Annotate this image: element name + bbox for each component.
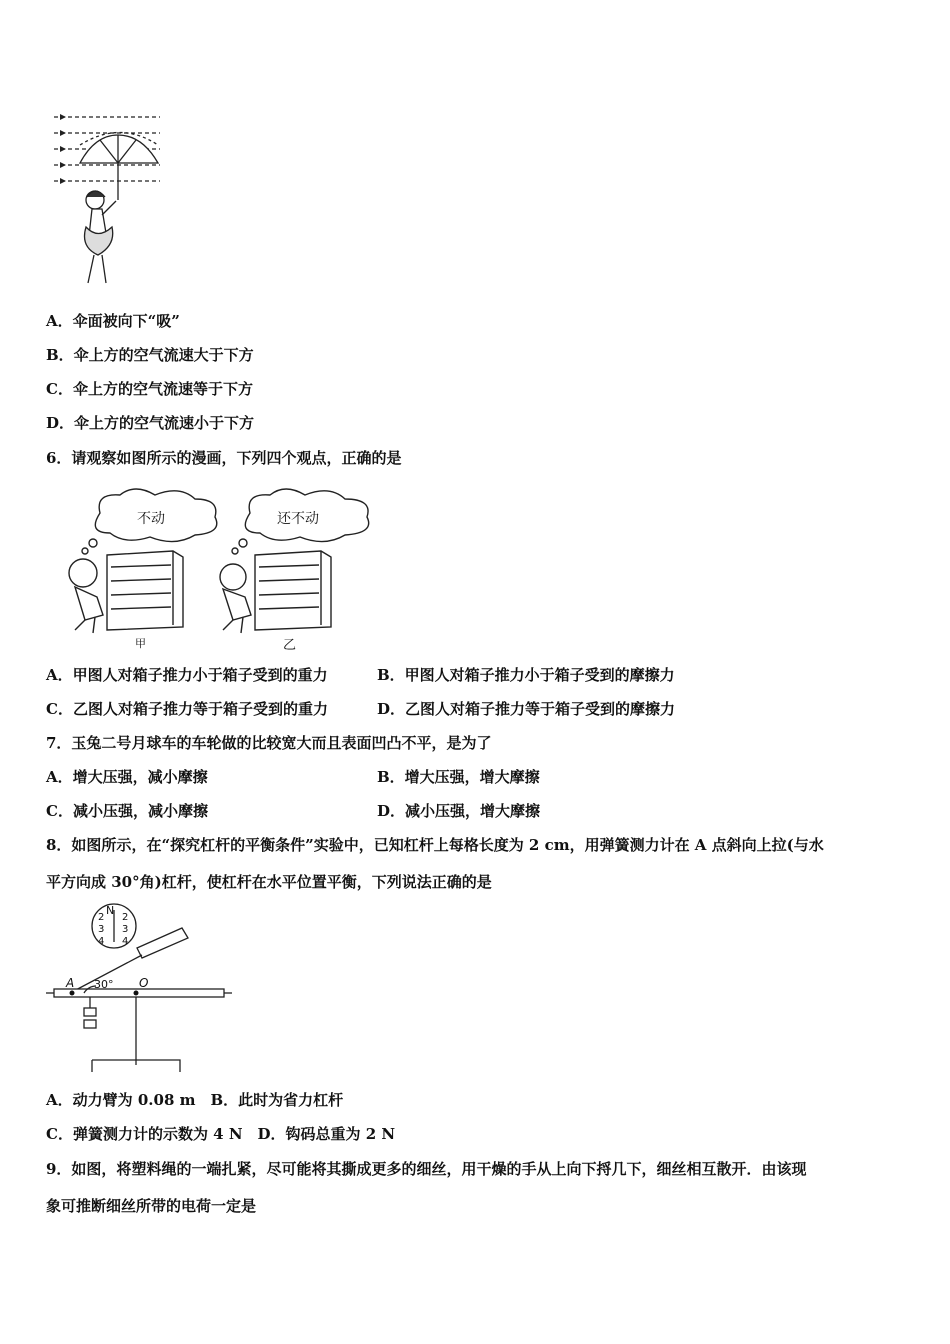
q5-option-a: A．伞面被向下“吸” — [46, 312, 180, 330]
point-a-label: A — [66, 976, 75, 990]
scale-num-right-2: 2 — [122, 912, 129, 923]
q5-option-b: B．伞上方的空气流速大于下方 — [46, 346, 254, 364]
q8-options-line2: C．弹簧测力计的示数为 4 N D．钩码总重为 2 N — [46, 1125, 396, 1143]
q6-option-a: A．甲图人对箱子推力小于箱子受到的重力 — [46, 666, 328, 684]
q9-stem-line2: 象可推断细丝所带的电荷一定是 — [46, 1197, 257, 1215]
lever-figure — [42, 900, 242, 1080]
bubble-left-text: 不动 — [137, 511, 165, 527]
scale-num-right-3: 3 — [122, 924, 129, 935]
angle-label: 30° — [94, 978, 114, 991]
q7-option-d: D．减小压强，增大摩擦 — [377, 802, 541, 820]
scale-unit: N — [106, 904, 115, 917]
q8-options-line1: A．动力臂为 0.08 m B．此时为省力杠杆 — [46, 1091, 344, 1109]
q8-stem-line1: 8．如图所示，在“探究杠杆的平衡条件”实验中，已知杠杆上每格长度为 2 cm，用弹簧测力计在 A 点斜向上拉(与水 — [46, 836, 824, 854]
q9-stem-line1: 9．如图，将塑料绳的一端扎紧，尽可能将其撕成更多的细丝，用干燥的手从上向下捋几下，细丝相互散开．由该现 — [46, 1160, 807, 1178]
scale-num-left-3: 3 — [98, 924, 105, 935]
umbrella-figure — [50, 105, 170, 290]
q7-option-b: B．增大压强，增大摩擦 — [377, 768, 540, 786]
q7-stem: 7．玉兔二号月球车的车轮做的比较宽大而且表面凹凸不平，是为了 — [46, 734, 492, 752]
q6-option-b: B．甲图人对箱子推力小于箱子受到的摩擦力 — [377, 666, 675, 684]
q5-option-c: C．伞上方的空气流速等于下方 — [46, 380, 253, 398]
label-yi: 乙 — [283, 638, 297, 653]
cartoon-figure — [55, 485, 395, 655]
scale-num-right-4: 4 — [122, 936, 129, 947]
label-jia: 甲 — [135, 637, 146, 650]
q6-option-c: C．乙图人对箱子推力等于箱子受到的重力 — [46, 700, 328, 718]
q5-option-d: D．伞上方的空气流速小于下方 — [46, 414, 255, 432]
q6-option-d: D．乙图人对箱子推力等于箱子受到的摩擦力 — [377, 700, 676, 718]
q7-option-c: C．减小压强，减小摩擦 — [46, 802, 208, 820]
q8-stem-line2: 平方向成 30°角)杠杆，使杠杆在水平位置平衡，下列说法正确的是 — [46, 873, 492, 891]
scale-num-left-4: 4 — [98, 936, 105, 947]
scale-num-left-2: 2 — [98, 912, 105, 923]
bubble-right-text: 还不动 — [277, 511, 319, 527]
q6-stem: 6．请观察如图所示的漫画，下列四个观点，正确的是 — [46, 449, 402, 467]
point-o-label: O — [139, 976, 149, 990]
q7-option-a: A．增大压强，减小摩擦 — [46, 768, 208, 786]
